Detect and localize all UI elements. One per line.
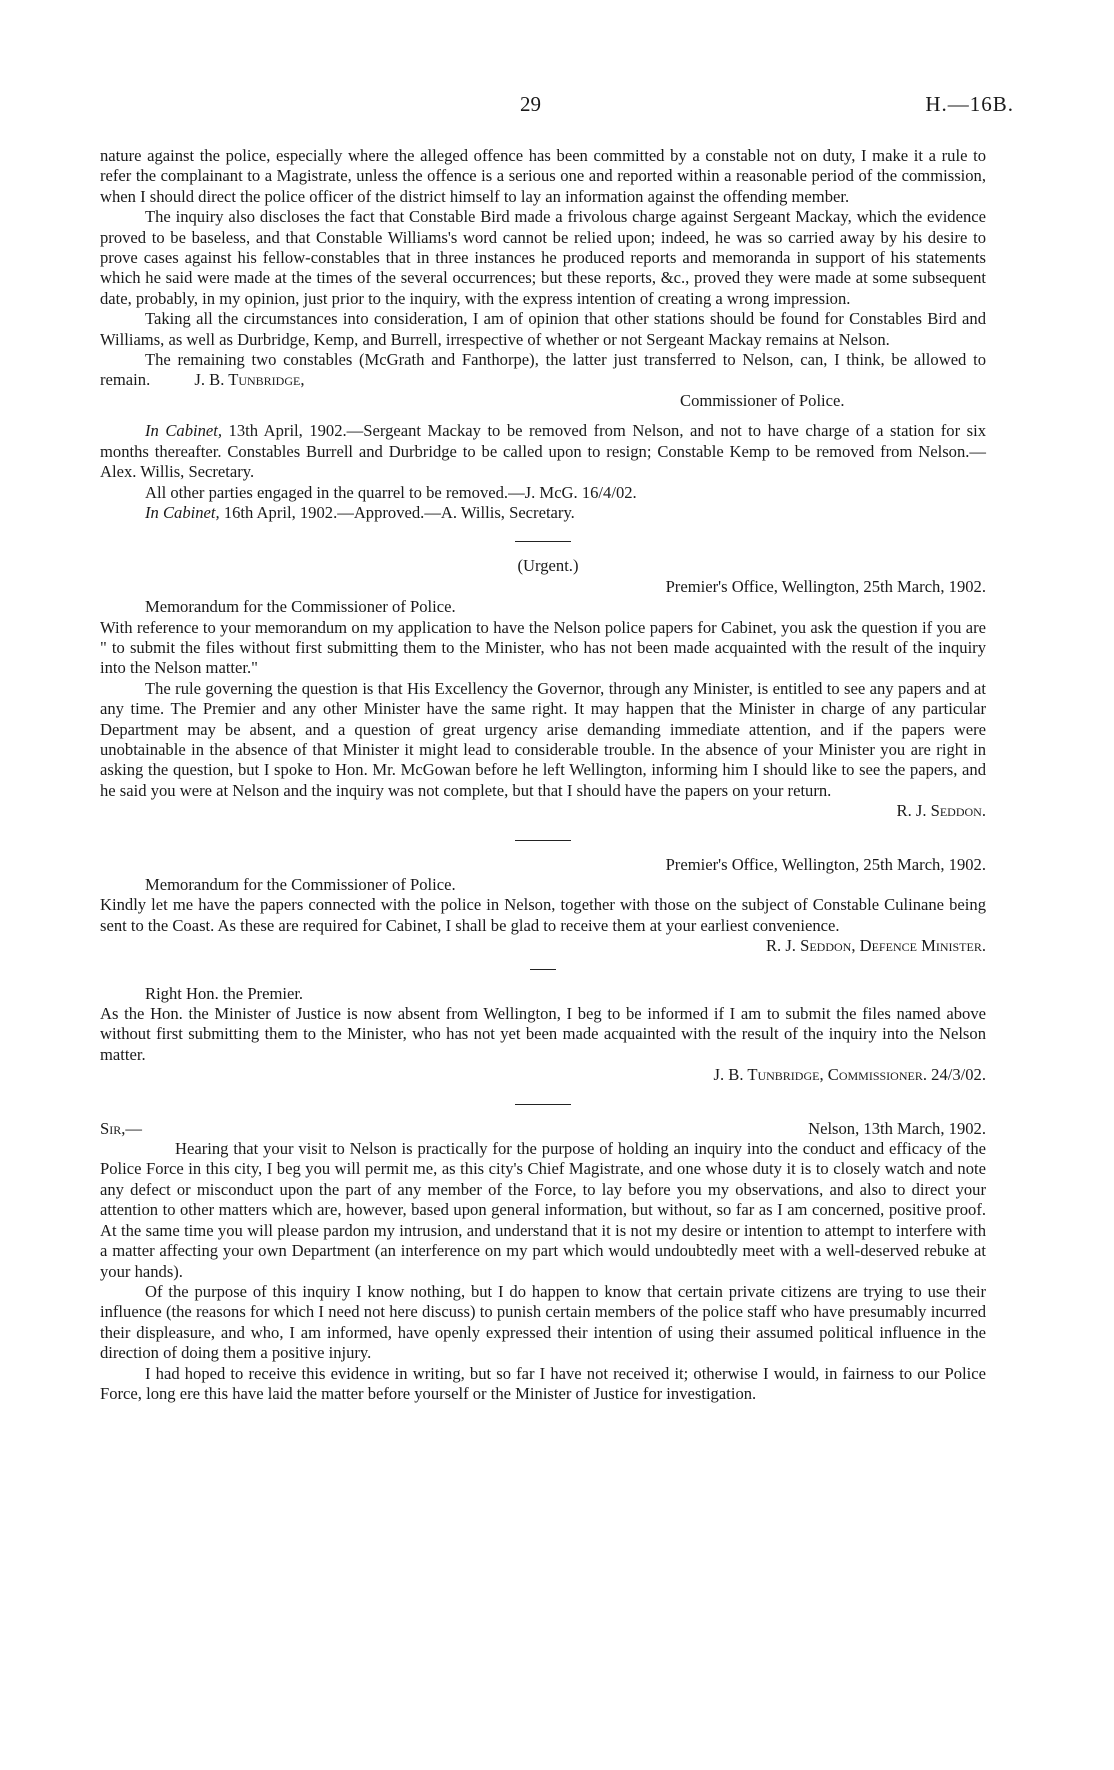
cabinet-label: In Cabinet, bbox=[145, 421, 223, 441]
page-header bbox=[0, 92, 1114, 122]
memo-paragraph: The rule governing the question is that His Excellency the Governor, through any Minister, is entitled to see any papers and at any time. The Premier and any other Minister have the same right. It may happen that the Minister in charge of any particular Department may be absent, and a question of great urgency arise demanding immediate attention, and if the papers were unobtainable in the absence of that Minister it might lead to considerable trouble. In the absence of your Minister you are right in asking the question, but I spoke to Hon. Mr. McGowan before he left Wellington, informing him I should like to see the papers, and he said you were at Nelson and the inquiry was not complete, but that I should have the papers on your return. bbox=[100, 678, 986, 800]
memo-addressee: Right Hon. the Premier. bbox=[145, 983, 304, 1003]
urgent-label: (Urgent.) bbox=[517, 556, 579, 576]
letter-paragraph: Of the purpose of this inquiry I know nothing, but I do happen to know that certain private citizens are trying to use their influence (the reasons for which I need not here discuss) to punish certain members of the police staff who have presumably incurred their displeasure, and who, I am informed, have openly expressed their intention of using their assumed political influence in the direction of doing them a positive injury. bbox=[100, 1281, 986, 1363]
paragraph-text: The remaining two constables (McGrath and Fanthorpe), the latter just transferred to Nelson, can, I think, be allowed to remain. bbox=[100, 350, 986, 390]
section-divider bbox=[530, 969, 556, 970]
memo-signature: R. J. Seddon, Defence Minister. bbox=[765, 936, 986, 956]
section-divider bbox=[515, 541, 571, 542]
paragraph-recommendation: Taking all the circumstances into consideration, I am of opinion that other stations should be found for Constables Bird and Williams, as well as Durbridge, Kemp, and Burrell, irrespective of whether or not Sergeant Mackay remains at Nelson. bbox=[100, 309, 986, 349]
memo-dateline: Premier's Office, Wellington, 25th March, 1902. bbox=[665, 576, 986, 596]
paragraph-remaining-constables bbox=[100, 350, 986, 391]
cabinet-text: 16th April, 1902.—Approved.—A. Willis, Secretary. bbox=[223, 502, 575, 522]
paragraph-continuation: nature against the police, especially where the alleged offence has been committed by a constable not on duty, I make it a rule to refer the complainant to a Magistrate, unless the offence is a serious one and reported within a reasonable period of the commission, when I should direct the police officer of the district himself to lay an information against the offending member. bbox=[100, 146, 986, 206]
section-divider bbox=[515, 1104, 571, 1105]
cabinet-minute-2: All other parties engaged in the quarrel to be removed.—J. McG. 16/4/02. bbox=[145, 482, 637, 502]
memo-signature: J. B. Tunbridge, Commissioner. 24/3/02. bbox=[713, 1065, 986, 1085]
signature-commissioner: J. B. Tunbridge, bbox=[194, 370, 305, 390]
page-number: 29 bbox=[520, 92, 541, 116]
memo-addressee: Memorandum for the Commissioner of Police. bbox=[145, 597, 456, 617]
memo-paragraph: Kindly let me have the papers connected with the police in Nelson, together with those on the subject of Constable Culinane being sent to the Coast. As these are required for Cabinet, I shall be glad to receive them at your earliest convenience. bbox=[100, 895, 986, 935]
cabinet-text: 13th April, 1902.—Sergeant Mackay to be removed from Nelson, and not to have charge of a station for six months thereafter. Constables Burrell and Durbridge to be called upon to resign; Constable Kemp to be removed from Nelson.—Alex. Willis, Secretary. bbox=[100, 421, 986, 482]
memo-paragraph: As the Hon. the Minister of Justice is now absent from Wellington, I beg to be informed if I am to submit the files named above without first submitting them to the Minister, who has not yet been made acquainted with the result of the inquiry into the Nelson matter. bbox=[100, 1004, 986, 1064]
cabinet-label: In Cabinet, bbox=[145, 502, 220, 522]
letter-paragraph: Hearing that your visit to Nelson is practically for the purpose of holding an inquiry into the conduct and efficacy of the Police Force in this city, I beg you will permit me, as this city's Chief Magistrate, and one whose duty it is to closely watch and note any defect or misconduct upon the part of any member of the Force, to lay before you my observations, and also to direct your attention to other matters which are, however, based upon general information, but without, so far as I am concerned, positive proof. At the same time you will please pardon my intrusion, and understand that it is not my desire or intention to attempt to interfere with a matter affecting your own Department (an interference on my part which would undoubtedly meet with a well-deserved rebuke at your hands). bbox=[100, 1139, 986, 1281]
memo-paragraph: With reference to your memorandum on my application to have the Nelson police papers for Cabinet, you ask the question if you are " to submit the files without first submitting them to the Minister, who has not been made acquainted with the result of the inquiry into the Nelson matter." bbox=[100, 617, 986, 678]
letter-salutation: Sir,— bbox=[100, 1118, 142, 1138]
letter-heading bbox=[100, 1119, 986, 1139]
series-code: H.—16B. bbox=[925, 92, 1014, 116]
memo-addressee: Memorandum for the Commissioner of Police. bbox=[145, 875, 456, 894]
cabinet-minute-1 bbox=[100, 421, 986, 482]
spacer bbox=[100, 411, 986, 421]
signature-title: Commissioner of Police. bbox=[680, 390, 845, 410]
paragraph-inquiry-findings: The inquiry also discloses the fact that Constable Bird made a frivolous charge against Sergeant Mackay, which the evidence proved to be baseless, and that Constable Williams's word cannot be relied upon; indeed, he was so carried away by his desire to prove cases against his fellow-constables that in three instances he produced reports and memoranda in support of his statements which he said were made at the times of the several occurrences; but these reports, &c., proved they were made at some subsequent date, probably, in my opinion, just prior to the inquiry, with the express intention of creating a wrong impression. bbox=[100, 207, 986, 308]
cabinet-minute-3 bbox=[100, 503, 986, 523]
letter-dateline: Nelson, 13th March, 1902. bbox=[808, 1118, 986, 1138]
memo-dateline: Premier's Office, Wellington, 25th March, 1902. bbox=[665, 854, 986, 874]
section-divider bbox=[515, 840, 571, 841]
memo-signature: R. J. Seddon. bbox=[896, 801, 986, 821]
page-body bbox=[100, 146, 986, 1404]
letter-paragraph: I had hoped to receive this evidence in writing, but so far I have not received it; otherwise I would, in fairness to our Police Force, long ere this have laid the matter before yourself or the Minister of Justice for investigation. bbox=[100, 1363, 986, 1403]
